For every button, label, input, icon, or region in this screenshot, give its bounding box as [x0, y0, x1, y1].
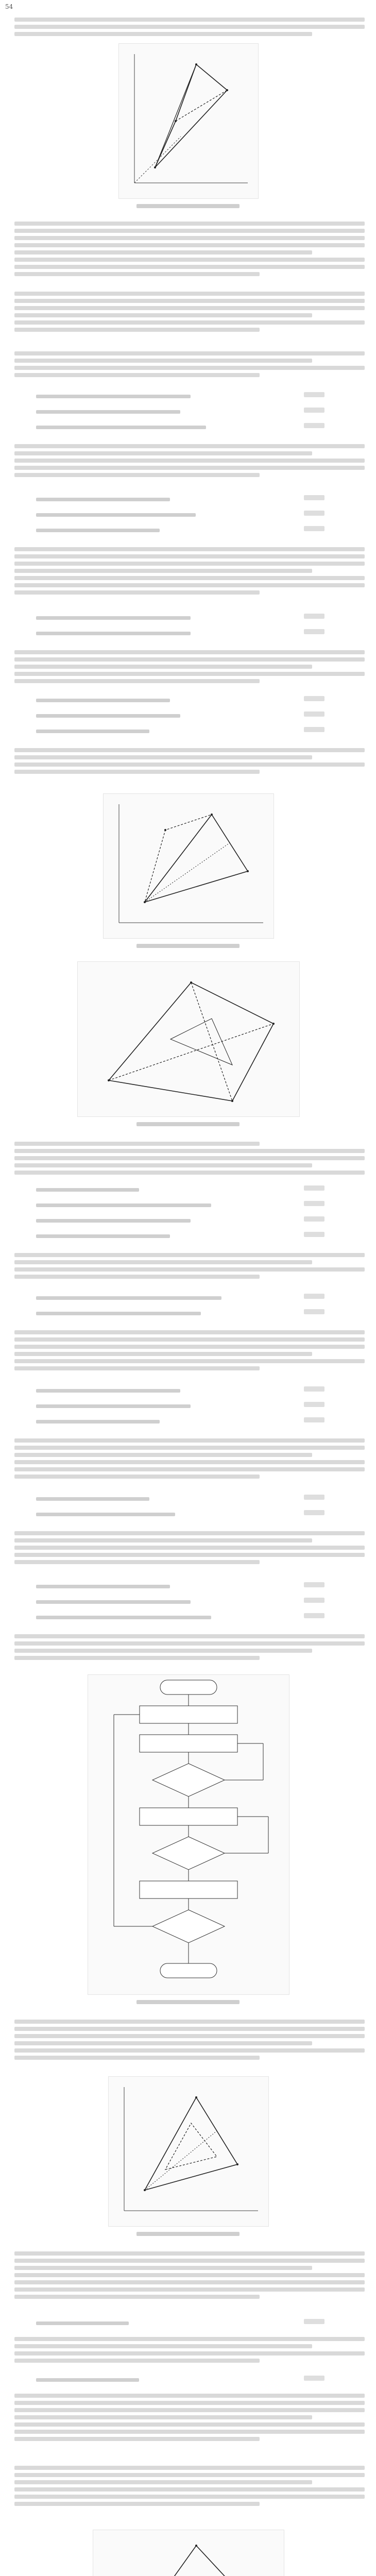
paragraph-section-g: [14, 1139, 365, 1178]
figure-10-2: [118, 43, 259, 199]
formula-14: [36, 1216, 324, 1225]
paragraph-section-e: [14, 647, 365, 686]
page-number: 54: [5, 3, 13, 10]
figure-10-2-caption: [0, 204, 376, 208]
flowchart-drawing: [88, 1675, 289, 1994]
formula-16: [36, 1293, 324, 1302]
paragraph-section-j: [14, 1435, 365, 1482]
formula-27: [36, 2375, 324, 2384]
figure-10-5-caption: [0, 2000, 376, 2004]
formula-15: [36, 1231, 324, 1241]
formula-22: [36, 1510, 324, 1519]
formula-12: [36, 1185, 324, 1194]
formula-4: [36, 495, 324, 504]
paragraph-section-d: [14, 544, 365, 598]
formula-6: [36, 526, 324, 535]
figure-10-6: [108, 2076, 269, 2227]
figure-10-4-caption: [0, 1122, 376, 1126]
figure-10-4-drawing: [78, 962, 299, 1116]
formula-5: [36, 510, 324, 519]
formula-9: [36, 696, 324, 705]
formula-7: [36, 613, 324, 622]
figure-10-7-drawing: [93, 2530, 284, 2576]
paragraph-section-i: [14, 1327, 365, 1374]
figure-10-6-drawing: [109, 2077, 268, 2226]
paragraph-section-k: [14, 1528, 365, 1567]
paragraph-section-p: [14, 2391, 365, 2444]
paragraph-section-n: [14, 2248, 365, 2302]
paragraph-section-f: [14, 745, 365, 777]
formula-1: [36, 392, 324, 401]
paragraph-section-b: [14, 348, 365, 380]
figure-10-3-drawing: [104, 794, 274, 938]
formula-18: [36, 1386, 324, 1395]
formula-19: [36, 1401, 324, 1411]
paragraph-section-c: [14, 441, 365, 480]
figure-10-2-drawing: [119, 44, 258, 198]
formula-26: [36, 2318, 324, 2328]
figure-10-4: [77, 961, 300, 1117]
formula-23: [36, 1582, 324, 1591]
formula-3: [36, 422, 324, 432]
paragraph-section-m: [14, 2016, 365, 2063]
paragraph-section-o: [14, 2334, 365, 2366]
figure-10-7: [93, 2530, 284, 2576]
figure-10-6-caption: [0, 2232, 376, 2236]
formula-8: [36, 629, 324, 638]
paragraph-section-h: [14, 1250, 365, 1282]
formula-20: [36, 1417, 324, 1426]
paragraph-section-a: [14, 289, 365, 335]
paragraph-section-q: [14, 2463, 365, 2509]
formula-13: [36, 1200, 324, 1210]
formula-11: [36, 726, 324, 736]
intro-paragraph: [14, 14, 365, 39]
figure-10-5-flowchart: [88, 1674, 289, 1995]
paragraph-after-figure-10-2: [14, 218, 365, 279]
figure-10-3-caption: [0, 944, 376, 948]
formula-10: [36, 711, 324, 720]
flowchart-start: [160, 1680, 217, 1694]
formula-21: [36, 1494, 324, 1503]
formula-25: [36, 1613, 324, 1622]
formula-24: [36, 1597, 324, 1606]
formula-2: [36, 407, 324, 416]
formula-17: [36, 1309, 324, 1318]
flowchart-end: [160, 1963, 217, 1978]
figure-10-3: [103, 793, 274, 939]
paragraph-section-l: [14, 1631, 365, 1663]
